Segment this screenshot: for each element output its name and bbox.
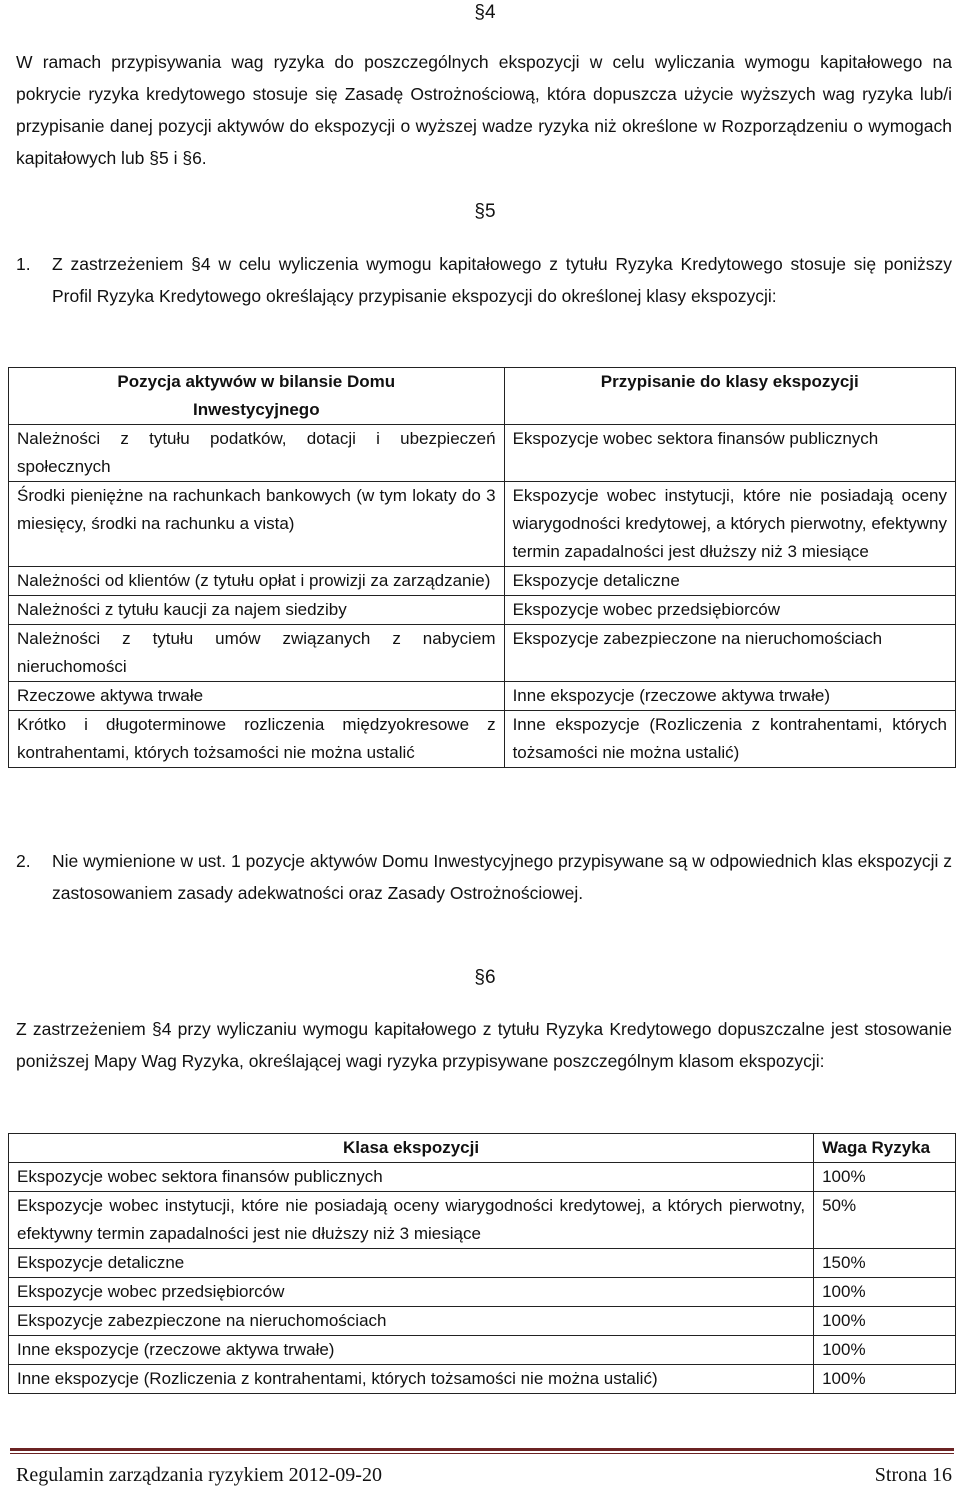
risk-weight-cell: 50% bbox=[814, 1192, 956, 1249]
table-row bbox=[9, 682, 956, 711]
exposure-cell: Inne ekspozycje (rzeczowe aktywa trwałe) bbox=[504, 682, 955, 711]
asset-cell: Rzeczowe aktywa trwałe bbox=[9, 682, 505, 711]
page-number: Strona 16 bbox=[874, 1464, 952, 1486]
table-row bbox=[9, 482, 956, 567]
table-row bbox=[9, 1365, 956, 1394]
table-row bbox=[9, 1307, 956, 1336]
exposure-class-cell: Ekspozycje zabezpieczone na nieruchomościach bbox=[9, 1307, 814, 1336]
item-number: 1. bbox=[16, 254, 31, 274]
table-header-row bbox=[9, 1134, 956, 1163]
section-4-heading: §4 bbox=[474, 2, 496, 23]
risk-weight-cell: 100% bbox=[814, 1163, 956, 1192]
table-row bbox=[9, 1163, 956, 1192]
column-header-asset-position: Pozycja aktywów w bilansie Domu Inwestycyjnego bbox=[9, 368, 505, 425]
section-6-heading: §6 bbox=[474, 967, 496, 988]
table-row bbox=[9, 1336, 956, 1365]
section-4-paragraph: W ramach przypisywania wag ryzyka do poszczególnych ekspozycji w celu wyliczania wymogu kapitałowego na pokrycie ryzyka kredytowego stosuje się Zasadę Ostrożnościową, która dopuszcza użycie wyższych wag ryzyka lub/i przypisanie danej pozycji aktywów do ekspozycji o wyższej wadze ryzyka niż określone w Rozporządzeniu o wymogach kapitałowych lub §5 i §6. bbox=[16, 52, 952, 168]
page-footer bbox=[16, 1461, 952, 1489]
exposure-cell: Ekspozycje zabezpieczone na nieruchomościach bbox=[504, 625, 955, 682]
risk-weight-cell: 100% bbox=[814, 1336, 956, 1365]
item-text: Z zastrzeżeniem §4 w celu wyliczenia wymogu kapitałowego z tytułu Ryzyka Kredytowego stosuje się poniższy Profil Ryzyka Kredytowego określający przypisanie ekspozycji do określonej klasy ekspozycji: bbox=[52, 254, 952, 306]
risk-weight-map-table bbox=[8, 1133, 956, 1394]
table-row bbox=[9, 567, 956, 596]
exposure-cell: Ekspozycje wobec sektora finansów publicznych bbox=[504, 425, 955, 482]
section-5-heading: §5 bbox=[474, 201, 496, 222]
column-header-exposure-class: Klasa ekspozycji bbox=[9, 1134, 814, 1163]
footer-divider-thick bbox=[10, 1448, 954, 1451]
risk-weight-cell: 100% bbox=[814, 1307, 956, 1336]
item-text: Nie wymienione w ust. 1 pozycje aktywów Domu Inwestycyjnego przypisywane są w odpowiednich klas ekspozycji z zastosowaniem zasady adekwatności oraz Zasady Ostrożnościowej. bbox=[52, 851, 952, 903]
exposure-class-cell: Inne ekspozycje (rzeczowe aktywa trwałe) bbox=[9, 1336, 814, 1365]
column-header-risk-weight: Waga Ryzyka bbox=[814, 1134, 956, 1163]
column-header-exposure-class: Przypisanie do klasy ekspozycji bbox=[504, 368, 955, 425]
asset-cell: Należności od klientów (z tytułu opłat i prowizji za zarządzanie) bbox=[9, 567, 505, 596]
exposure-class-cell: Ekspozycje wobec instytucji, które nie posiadają oceny wiarygodności kredytowej, a których pierwotny, efektywny termin zapadalności jest nie dłuższy niż 3 miesiące bbox=[9, 1192, 814, 1249]
exposure-class-cell: Inne ekspozycje (Rozliczenia z kontrahentami, których tożsamości nie można ustalić) bbox=[9, 1365, 814, 1394]
table-row bbox=[9, 1249, 956, 1278]
exposure-cell: Ekspozycje wobec instytucji, które nie posiadają oceny wiarygodności kredytowej, a których pierwotny, efektywny termin zapadalności jest dłuższy niż 3 miesiące bbox=[504, 482, 955, 567]
asset-cell: Należności z tytułu kaucji za najem siedziby bbox=[9, 596, 505, 625]
footer-divider-thin bbox=[10, 1453, 954, 1454]
exposure-class-cell: Ekspozycje detaliczne bbox=[9, 1249, 814, 1278]
exposure-cell: Ekspozycje wobec przedsiębiorców bbox=[504, 596, 955, 625]
table-row bbox=[9, 1278, 956, 1307]
risk-weight-cell: 100% bbox=[814, 1365, 956, 1394]
table-row bbox=[9, 1192, 956, 1249]
item-number: 2. bbox=[16, 851, 31, 871]
table-row bbox=[9, 596, 956, 625]
risk-weight-cell: 150% bbox=[814, 1249, 956, 1278]
exposure-cell: Inne ekspozycje (Rozliczenia z kontrahentami, których tożsamości nie można ustalić) bbox=[504, 711, 955, 768]
asset-cell: Środki pieniężne na rachunkach bankowych (w tym lokaty do 3 miesięcy, środki na rachunku a vista) bbox=[9, 482, 505, 567]
table-row bbox=[9, 425, 956, 482]
exposure-cell: Ekspozycje detaliczne bbox=[504, 567, 955, 596]
asset-cell: Należności z tytułu umów związanych z nabyciem nieruchomości bbox=[9, 625, 505, 682]
exposure-class-cell: Ekspozycje wobec sektora finansów publicznych bbox=[9, 1163, 814, 1192]
table-header-row bbox=[9, 368, 956, 425]
table-row bbox=[9, 625, 956, 682]
credit-risk-profile-table bbox=[8, 367, 956, 768]
asset-cell: Krótko i długoterminowe rozliczenia międzyokresowe z kontrahentami, których tożsamości nie można ustalić bbox=[9, 711, 505, 768]
section-6-paragraph: Z zastrzeżeniem §4 przy wyliczaniu wymogu kapitałowego z tytułu Ryzyka Kredytowego dopuszczalne jest stosowanie poniższej Mapy Wag Ryzyka, określającej wagi ryzyka przypisywane poszczególnym klasom ekspozycji: bbox=[16, 1019, 952, 1071]
asset-cell: Należności z tytułu podatków, dotacji i ubezpieczeń społecznych bbox=[9, 425, 505, 482]
footer-title: Regulamin zarządzania ryzykiem 2012-09-20 bbox=[16, 1464, 382, 1486]
exposure-class-cell: Ekspozycje wobec przedsiębiorców bbox=[9, 1278, 814, 1307]
risk-weight-cell: 100% bbox=[814, 1278, 956, 1307]
table-row bbox=[9, 711, 956, 768]
